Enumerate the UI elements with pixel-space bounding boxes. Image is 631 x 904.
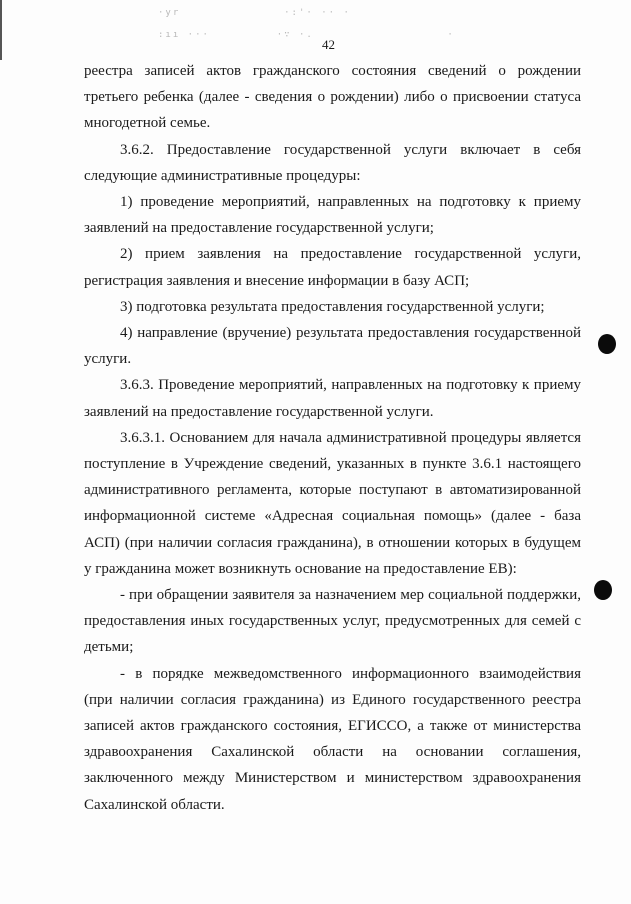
list-item-3: 3) подготовка результата предоставления государственной услуги; [120,298,545,315]
scan-artifact-top: ·yr ·:'· ·· · [158,8,351,18]
punch-hole-lower [594,580,612,600]
list-item-1: 1) проведение мероприятий, направленных на подготовку к приему заявлений на предоставление государственной услуги; [84,194,581,237]
bullet-item-1: - при обращении заявителя за назначением мер социальной поддержки, предоставления иных государственных услуг, предусмотренных для семей с детьми; [84,587,581,656]
paragraph-continuation: реестра записей актов гражданского состояния сведений о рождении третьего ребенка (далее - сведения о рождении) либо о присвоении статуса многодетной семье. [84,63,581,132]
list-item-2: 2) прием заявления на предоставление государственной услуги, регистрация заявления и внесение информации в базу АСП; [84,246,581,289]
page-number: 42 [322,37,335,52]
scan-edge-line [0,0,2,60]
paragraph-3-6-2: 3.6.2. Предоставление государственной услуги включает в себя следующие административные процедуры: [84,141,581,184]
paragraph-3-6-3: 3.6.3. Проведение мероприятий, направленных на подготовку к приему заявлений на предоставление государственной услуги. [84,377,581,420]
document-body [84,58,581,818]
punch-hole-upper [598,334,616,354]
list-item-4: 4) направление (вручение) результата предоставления государственной услуги. [84,325,581,368]
scan-artifact-second: :ıı ··· ·∵ ·. · [158,30,455,40]
bullet-item-2: - в порядке межведомственного информационного взаимодействия (при наличии согласия гражданина) из Единого государственного реестра записей актов гражданского состояния, ЕГИССО, а также от министерства здравоохранения Сахалинской области на основании соглашения, заключенного между Министерством и министерством здравоохранения Сахалинской области. [84,665,581,813]
paragraph-3-6-3-1: 3.6.3.1. Основанием для начала административной процедуры является поступление в Учреждение сведений, указанных в пункте 3.6.1 настоящего административного регламента, которые поступают в автоматизированной информационной системе «Адресная социальная помощь» (далее - база АСП) (при наличии согласия гражданина), в отношении которых в будущем у гражданина может возникнуть основание на предоставление ЕВ): [84,429,581,577]
